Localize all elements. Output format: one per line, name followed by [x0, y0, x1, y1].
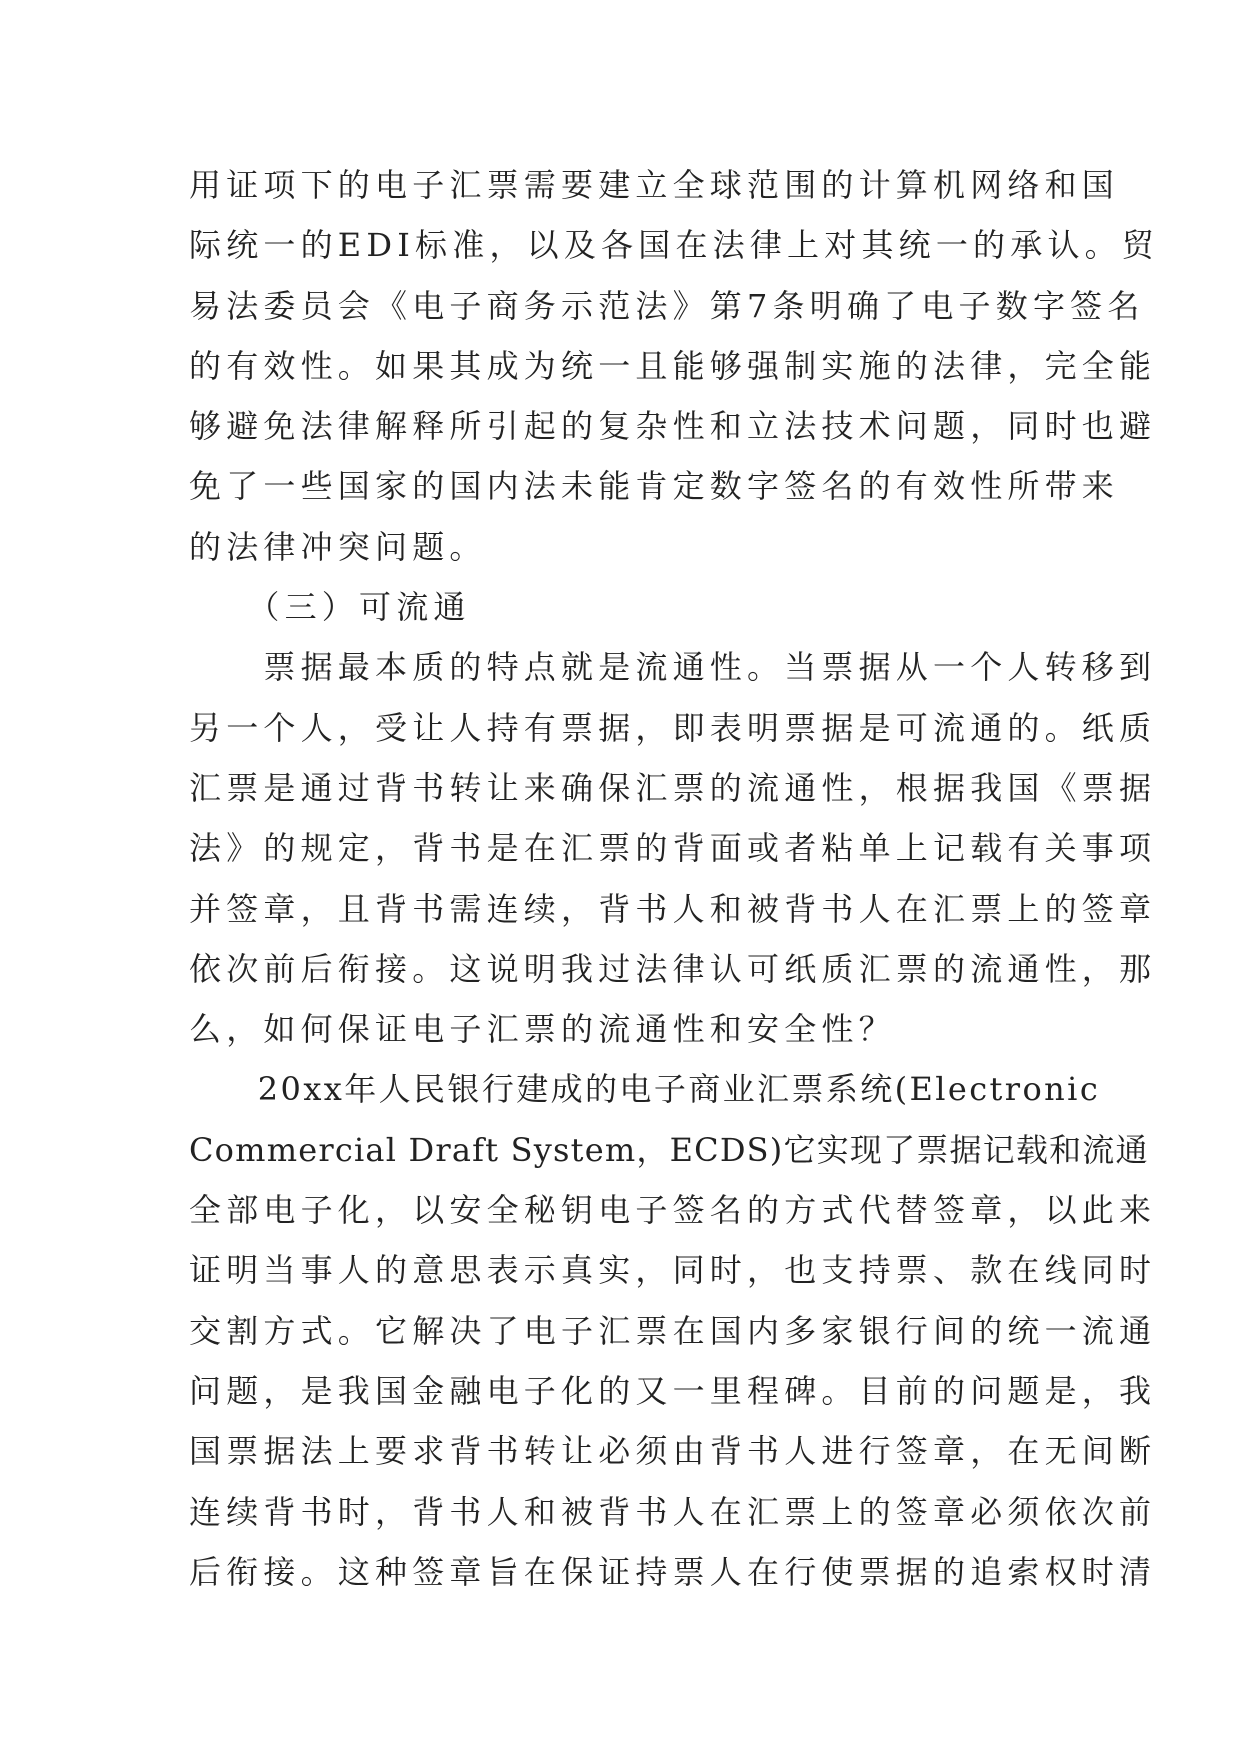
text-line: 全部电子化，以安全秘钥电子签名的方式代替签章，以此来: [189, 1191, 1157, 1230]
text-line: 么，如何保证电子汇票的流通性和安全性？: [189, 1010, 896, 1049]
text-line: 易法委员会《电子商务示范法》第7条明确了电子数字签名: [189, 286, 1145, 325]
text-line: 法》的规定，背书是在汇票的背面或者粘单上记载有关事项: [189, 829, 1157, 868]
text-line: 免了一些国家的国内法未能肯定数字签名的有效性所带来: [189, 467, 1120, 506]
body-text: [189, 155, 1160, 1602]
text-line: 另一个人，受让人持有票据，即表明票据是可流通的。纸质: [189, 708, 1157, 747]
text-line: 的法律冲突问题。: [189, 527, 487, 566]
text-line: 连续背书时，背书人和被背书人在汇票上的签章必须依次前: [189, 1492, 1157, 1531]
text-line: 并签章，且背书需连续，背书人和被背书人在汇票上的签章: [189, 889, 1157, 928]
text-line: 用证项下的电子汇票需要建立全球范围的计算机网络和国: [189, 166, 1120, 204]
text-line: 后衔接。这种签章旨在保证持票人在行使票据的追索权时清: [189, 1552, 1157, 1591]
text-line: 汇票是通过背书转让来确保汇票的流通性，根据我国《票据: [189, 768, 1157, 807]
text-line: 际统一的EDI标准，以及各国在法律上对其统一的承认。贸: [189, 226, 1160, 265]
text-line: 证明当事人的意思表示真实，同时，也支持票、款在线同时: [189, 1251, 1157, 1290]
text-line: 交割方式。它解决了电子汇票在国内多家银行间的统一流通: [189, 1311, 1157, 1350]
text-line: 票据最本质的特点就是流通性。当票据从一个人转移到: [189, 648, 1157, 687]
text-line: 国票据法上要求背书转让必须由背书人进行签章，在无间断: [189, 1432, 1157, 1471]
text-line: 20xx年人民银行建成的电子商业汇票系统(Electronic: [189, 1070, 1101, 1109]
text-line: 依次前后衔接。这说明我过法律认可纸质汇票的流通性，那: [189, 949, 1157, 988]
text-line: 的有效性。如果其成为统一且能够强制实施的法律，完全能: [189, 346, 1157, 385]
text-line: Commercial Draft System，ECDS)它实现了票据记载和流通: [189, 1130, 1149, 1169]
text-line: 问题，是我国金融电子化的又一里程碑。目前的问题是，我: [189, 1371, 1157, 1410]
text-line: 够避免法律解释所引起的复杂性和立法技术问题，同时也避: [189, 407, 1157, 446]
section-heading: （三）可流通: [189, 588, 471, 627]
